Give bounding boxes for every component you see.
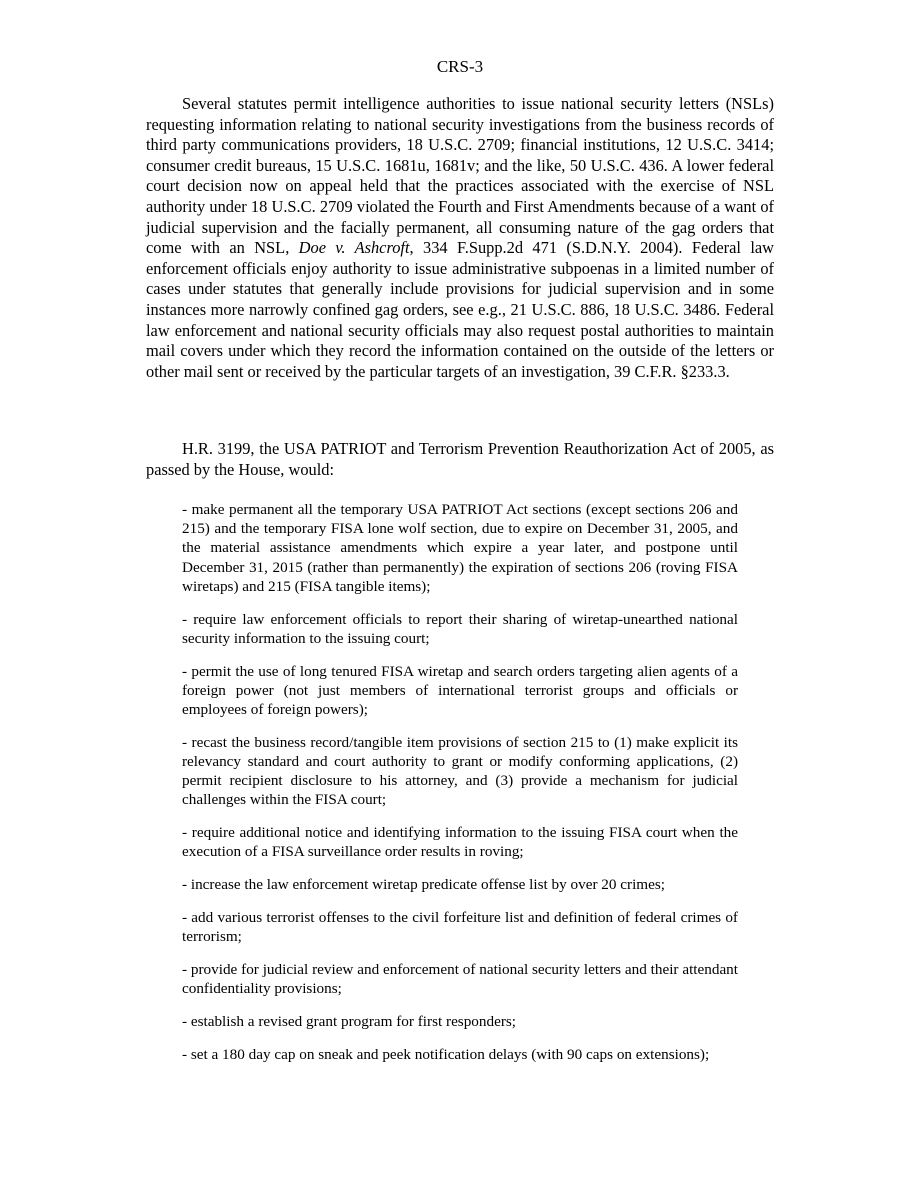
provision-list [182, 500, 738, 1078]
list-item: - make permanent all the temporary USA PATRIOT Act sections (except sections 206 and 215) and the temporary FISA lone wolf section, due to expire on December 31, 2005, and the material assistance amendments which expire a year later, and postpone until December 31, 2015 (rather than permanently) the expiration of sections 206 (roving FISA wiretaps) and 215 (FISA tangible items); [182, 501, 738, 595]
page-header: CRS-3 [436, 57, 484, 76]
list-item: - provide for judicial review and enforcement of national security letters and their attendant confidentiality provisions; [182, 961, 738, 998]
paragraph-hr3199-intro: H.R. 3199, the USA PATRIOT and Terrorism Prevention Reauthorization Act of 2005, as passed by the House, would: [146, 439, 774, 479]
list-item: - establish a revised grant program for first responders; [182, 1013, 517, 1031]
case-citation: Doe v. Ashcroft [298, 238, 410, 258]
paragraph-text: Several statutes permit intelligence authorities to issue national security letters (NSLs) requesting information relating to national security investigations from the business records of third party communications providers, 18 U.S.C. 2709; financial institutions, 12 U.S.C. 3414; consumer credit bureaus, 15 U.S.C. 1681u, 1681v; and the like, 50 U.S.C. 436. A lower federal court decision now on appeal held that the practices associated with the exercise of NSL authority under 18 U.S.C. 2709 violated the Fourth and First Amendments because of a want of judicial supervision and the facially permanent, all consuming nature of the gag orders that come with an NSL, [146, 94, 774, 258]
list-item: - add various terrorist offenses to the civil forfeiture list and definition of federal crimes of terrorism; [182, 909, 738, 946]
paragraph-text: , 334 F.Supp.2d 471 (S.D.N.Y. 2004). Federal law enforcement officials enjoy authority to issue administrative subpoenas in a limited number of cases under statutes that generally include provisions for judicial supervision and in some instances more narrowly confined gag orders, see e.g., 21 U.S.C. 886, 18 U.S.C. 3486. Federal law enforcement and national security officials may also request postal authorities to maintain mail covers under which they record the information contained on the outside of the letters or other mail sent or received by the particular targets of an investigation, 39 C.F.R. §233.3. [146, 238, 775, 381]
list-item: - set a 180 day cap on sneak and peek notification delays (with 90 caps on extensions); [182, 1045, 710, 1063]
list-item: - recast the business record/tangible item provisions of section 215 to (1) make explicit its relevancy standard and court authority to grant or modify conforming applications, (2) permit recipient disclosure to his attorney, and (3) provide a mechanism for judicial challenges within the FISA court; [182, 733, 738, 809]
list-item: - require law enforcement officials to report their sharing of wiretap-unearthed national security information to the issuing court; [182, 610, 738, 647]
paragraph-nsl-statutes [146, 94, 774, 382]
list-item: - increase the law enforcement wiretap predicate offense list by over 20 crimes; [182, 876, 665, 894]
list-item: - require additional notice and identifying information to the issuing FISA court when the execution of a FISA surveillance order results in roving; [182, 824, 738, 861]
list-item: - permit the use of long tenured FISA wiretap and search orders targeting alien agents of a foreign power (not just members of international terrorist groups and officials or employees of foreign powers); [182, 662, 738, 719]
